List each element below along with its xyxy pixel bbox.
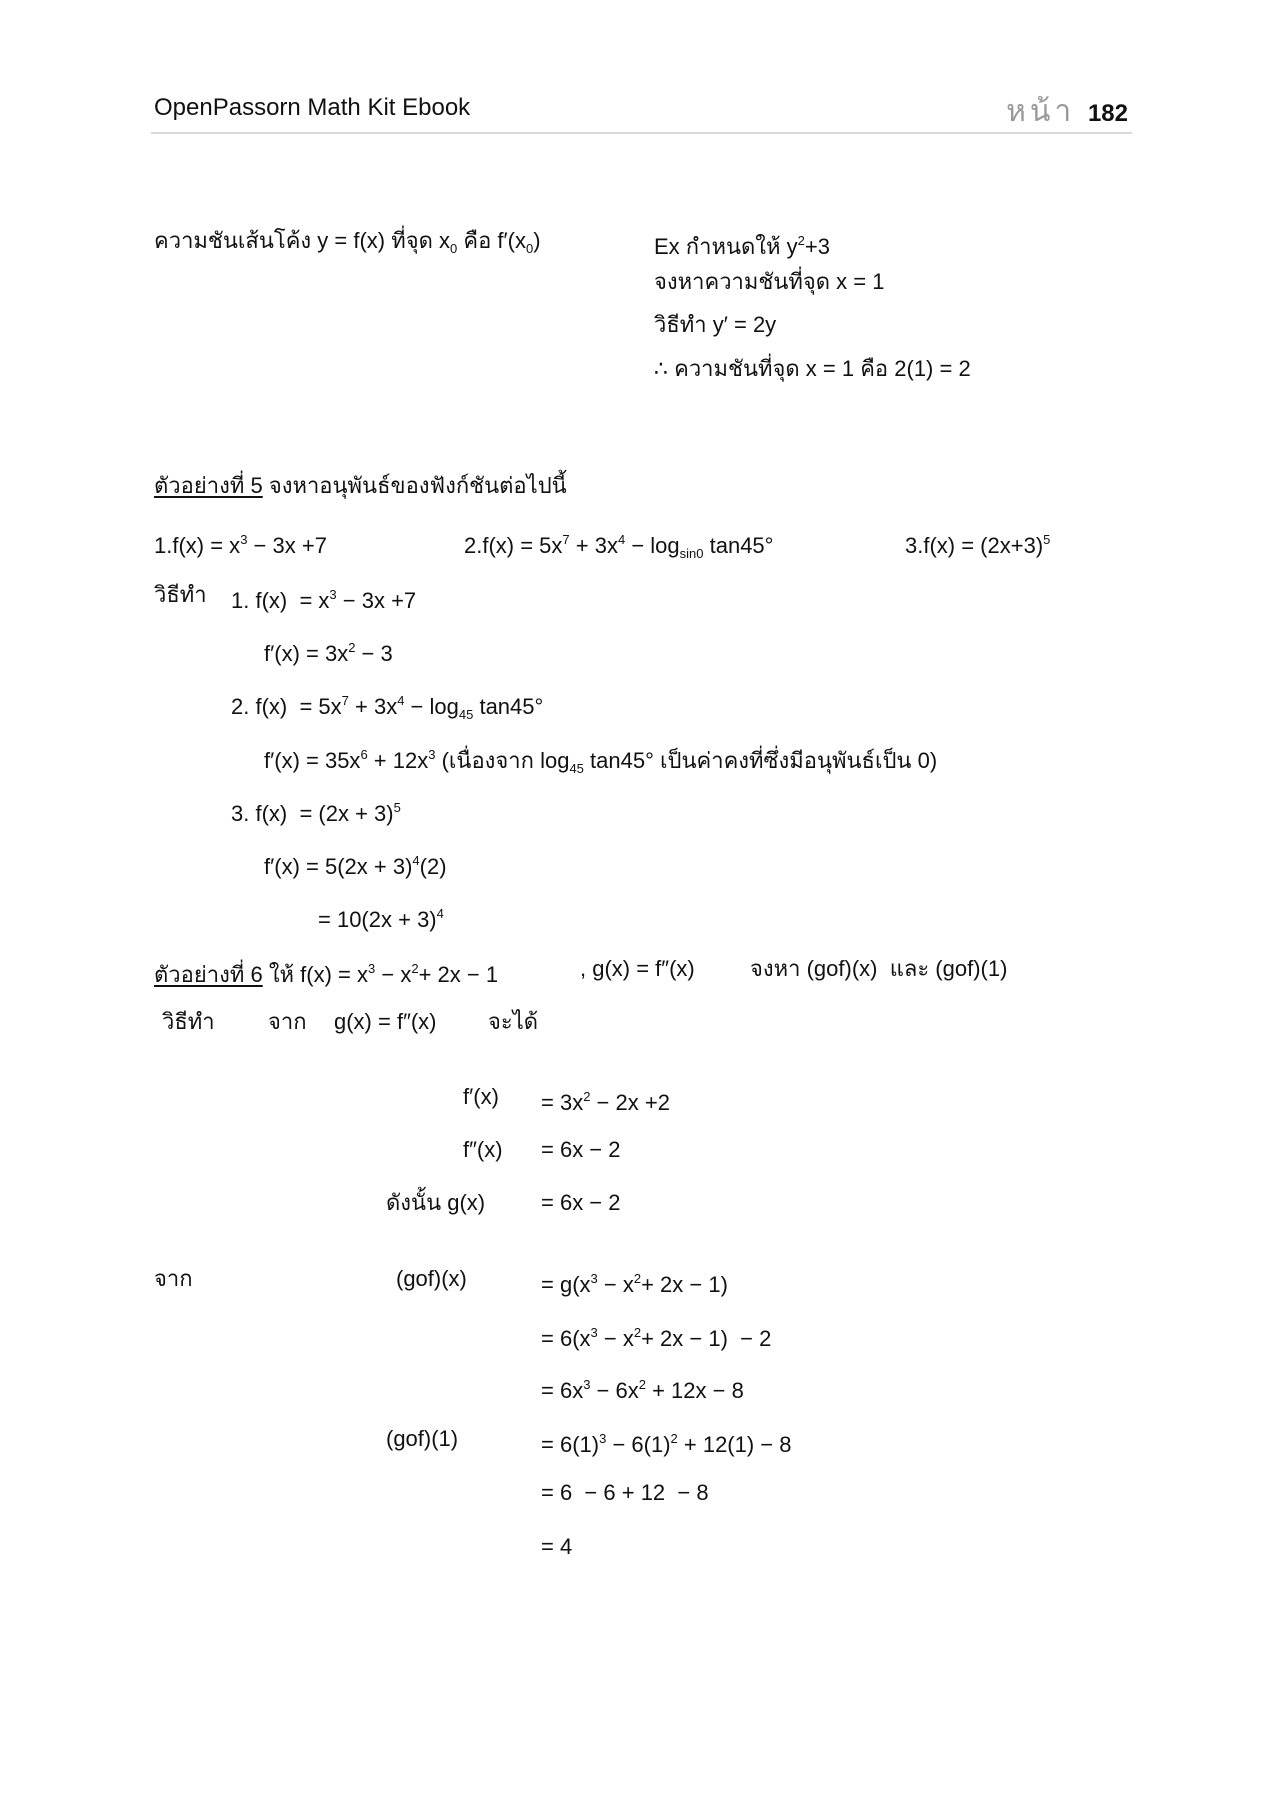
text-segment: tan45°: [703, 533, 774, 558]
text-line: [654, 268, 884, 296]
text-segment: tan45° เป็นค่าคงที่ซึ่งมีอนุพันธ์เป็น 0): [583, 748, 938, 773]
text-line: [654, 355, 971, 383]
text-segment: = 6x − 2: [541, 1190, 621, 1215]
superscript: 5: [1043, 532, 1051, 547]
text-segment: = 3x: [541, 1090, 584, 1115]
text-segment: = 6x: [541, 1378, 584, 1403]
text-segment: จาก: [268, 1009, 307, 1034]
text-segment: − x: [375, 962, 412, 987]
text-segment: − 6x: [590, 1378, 639, 1403]
text-line: [541, 1136, 621, 1164]
subscript: 0: [525, 241, 534, 256]
text-line: [264, 741, 937, 783]
text-segment: จงหาอนุพันธ์ของฟังก์ชันต่อไปนี้: [262, 473, 567, 498]
text-line: [386, 1189, 485, 1217]
superscript: 2: [583, 1089, 591, 1104]
text-segment: จะได้: [488, 1009, 539, 1034]
text-segment: 1.f(x) = x: [154, 533, 241, 558]
text-segment: จาก: [154, 1266, 193, 1291]
text-segment: คือ f′(x: [457, 228, 526, 253]
superscript: 5: [393, 800, 401, 815]
text-segment: − 3x +7: [336, 588, 417, 613]
superscript: 2: [633, 1271, 642, 1286]
text-line: [541, 1083, 670, 1117]
text-segment: + 3x: [348, 694, 398, 719]
text-line: [386, 1425, 458, 1453]
superscript: 7: [341, 693, 349, 708]
text-line: [268, 1008, 307, 1036]
text-segment: f″(x): [463, 1137, 503, 1162]
underlined-label: ตัวอย่างที่ 6: [154, 962, 263, 987]
superscript: 3: [599, 1431, 607, 1446]
superscript: 2: [633, 1325, 642, 1340]
text-segment: − x: [597, 1272, 634, 1297]
text-segment: f′(x) = 35x: [264, 748, 361, 773]
text-segment: + 2x − 1: [418, 962, 499, 987]
text-segment: ให้ f(x) = x: [262, 962, 369, 987]
header-divider: [151, 132, 1132, 134]
text-segment: ): [533, 228, 541, 253]
superscript: 2: [348, 640, 356, 655]
superscript: 3: [428, 747, 436, 762]
text-line: [464, 526, 773, 568]
text-segment: = 6(1): [541, 1432, 600, 1457]
text-segment: + 2x − 1) − 2: [641, 1326, 772, 1351]
text-line: [463, 1136, 503, 1164]
text-segment: 1. f(x) = x: [231, 588, 330, 613]
text-segment: 2.f(x) = 5x: [464, 533, 563, 558]
text-segment: (gof)(x): [396, 1266, 467, 1291]
header-title: OpenPassorn Math Kit Ebook: [154, 94, 471, 121]
superscript: 3: [329, 587, 337, 602]
text-segment: จงหา (gof)(x) และ (gof)(1): [750, 956, 1008, 981]
text-segment: − 3: [355, 641, 393, 666]
text-line: [541, 1189, 621, 1217]
text-segment: tan45°: [473, 694, 544, 719]
subscript: 45: [569, 761, 584, 776]
text-line: [541, 1533, 572, 1561]
text-segment: ดังนั้น g(x): [386, 1190, 486, 1215]
text-line: [541, 1371, 744, 1405]
text-line: [154, 227, 541, 263]
text-segment: = g(x: [541, 1272, 591, 1297]
text-segment: = 6 − 6 + 12 − 8: [541, 1480, 709, 1505]
text-line: [541, 1479, 709, 1507]
text-segment: f′(x) = 3x: [264, 641, 349, 666]
text-segment: วิธีทำ: [154, 582, 207, 607]
superscript: 4: [397, 693, 405, 708]
superscript: 3: [590, 1271, 598, 1286]
superscript: 3: [583, 1377, 591, 1392]
text-line: [264, 634, 393, 668]
text-line: [463, 1083, 499, 1111]
text-line: [654, 311, 776, 339]
text-segment: (เนื่องจาก log: [435, 748, 570, 773]
superscript: 4: [436, 906, 444, 921]
text-segment: − x: [597, 1326, 634, 1351]
text-segment: + 12x: [367, 748, 429, 773]
text-line: [905, 526, 1050, 560]
text-segment: 3. f(x) = (2x + 3): [231, 801, 394, 826]
page-number: 182: [1087, 100, 1128, 127]
text-segment: วิธีทำ: [162, 1009, 215, 1034]
text-segment: Ex กำหนดให้ y: [654, 234, 798, 259]
text-line: [396, 1265, 467, 1293]
text-line: [318, 900, 444, 934]
text-segment: − log: [404, 694, 459, 719]
text-segment: = 4: [541, 1534, 573, 1559]
text-segment: + 12x − 8: [645, 1378, 744, 1403]
text-line: [162, 1008, 215, 1036]
text-line: [654, 227, 830, 261]
subscript: 45: [458, 707, 474, 722]
text-segment: f′(x): [463, 1084, 499, 1109]
superscript: 3: [590, 1325, 598, 1340]
underlined-label: ตัวอย่างที่ 5: [154, 473, 263, 498]
text-segment: ∴ ความชันที่จุด x = 1 คือ 2(1) = 2: [654, 356, 971, 381]
text-line: [231, 687, 543, 729]
superscript: 7: [562, 532, 570, 547]
text-line: [334, 1008, 437, 1036]
superscript: 3: [368, 961, 376, 976]
text-segment: − log: [625, 533, 680, 558]
page-word: หน้า: [1006, 95, 1076, 128]
text-segment: (2): [419, 854, 447, 879]
text-line: [231, 794, 401, 828]
subscript: 0: [450, 241, 458, 256]
text-segment: g(x) = f″(x): [334, 1009, 437, 1034]
header-page-indicator: [1006, 88, 1128, 135]
text-segment: 3.f(x) = (2x+3): [905, 533, 1044, 558]
text-segment: + 3x: [569, 533, 618, 558]
text-line: [541, 1265, 728, 1299]
text-segment: f′(x) = 5(2x + 3): [264, 854, 413, 879]
superscript: 2: [670, 1431, 678, 1446]
text-line: [154, 1265, 193, 1293]
text-segment: = 10(2x + 3): [318, 907, 437, 932]
text-line: [154, 581, 207, 609]
superscript: 4: [617, 532, 626, 547]
text-line: [580, 955, 695, 983]
text-line: [154, 526, 327, 560]
text-segment: วิธีทำ y′ = 2y: [654, 312, 777, 337]
superscript: 3: [240, 532, 248, 547]
text-segment: = 6x − 2: [541, 1137, 621, 1162]
text-segment: + 12(1) − 8: [677, 1432, 792, 1457]
text-line: [750, 955, 1007, 983]
superscript: 2: [797, 233, 805, 248]
superscript: 2: [638, 1377, 646, 1392]
text-segment: จงหาความชันที่จุด x = 1: [654, 269, 885, 294]
text-segment: − 3x +7: [247, 533, 327, 558]
example-6-heading: [154, 955, 498, 989]
text-line: [488, 1008, 538, 1036]
text-segment: , g(x) = f″(x): [580, 956, 695, 981]
text-segment: − 6(1): [606, 1432, 671, 1457]
text-segment: ความชันเส้นโค้ง y = f(x) ที่จุด x: [154, 228, 451, 253]
text-segment: 2. f(x) = 5x: [231, 694, 342, 719]
subscript: sin0: [679, 546, 704, 561]
text-segment: (gof)(1): [386, 1426, 459, 1451]
text-line: [541, 1425, 792, 1459]
text-segment: = 6(x: [541, 1326, 591, 1351]
text-segment: − 2x +2: [590, 1090, 670, 1115]
superscript: 2: [411, 961, 419, 976]
superscript: 4: [412, 853, 420, 868]
text-segment: +3: [804, 234, 830, 259]
text-line: [231, 581, 416, 615]
text-line: [541, 1319, 771, 1353]
superscript: 6: [360, 747, 368, 762]
example-5-heading: [154, 472, 567, 500]
text-line: [264, 847, 447, 881]
text-segment: + 2x − 1): [641, 1272, 728, 1297]
